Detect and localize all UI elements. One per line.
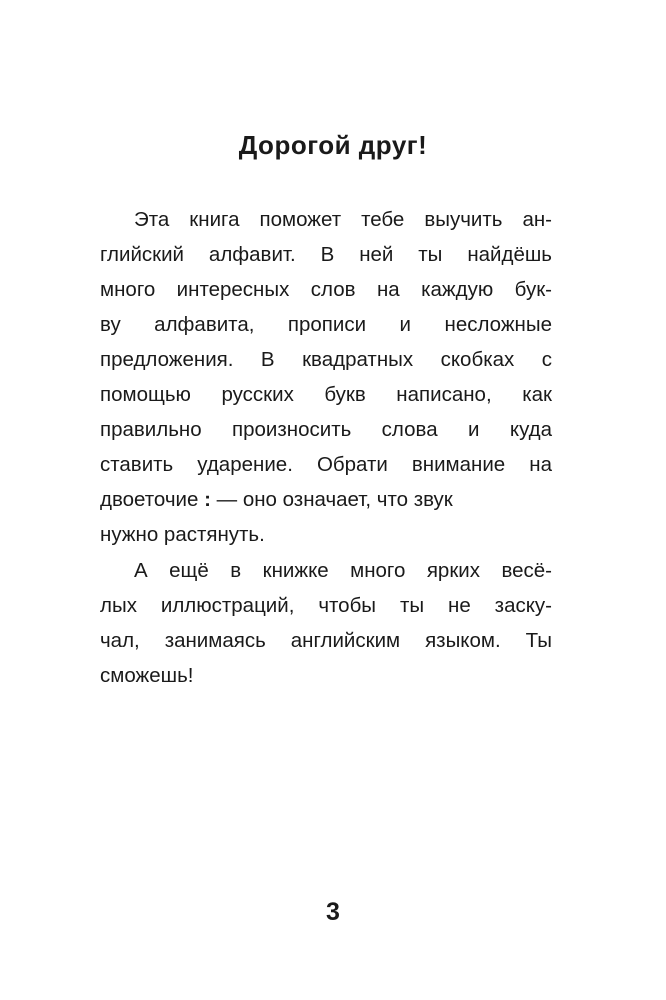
colon-symbol: : (204, 488, 211, 511)
text-segment: двоеточие (100, 488, 205, 511)
page-number: 3 (326, 898, 340, 926)
text-line: помощью русских букв написано, как (100, 383, 552, 406)
text-segment: — оно означает, что звук (210, 488, 453, 511)
text-line: чал, занимаясь английским языком. Ты (100, 629, 552, 652)
text-line: много интересных слов на каждую бук- (100, 278, 552, 301)
text-line: сможешь! (100, 664, 194, 687)
text-line: Эта книга поможет тебе выучить ан- (134, 208, 552, 231)
text-line: ставить ударение. Обрати внимание на (100, 453, 552, 476)
text-line: нужно растянуть. (100, 523, 265, 546)
paragraph-illustrations (100, 553, 552, 693)
paragraph-intro (100, 202, 552, 552)
text-line: ву алфавита, прописи и несложные (100, 313, 552, 336)
text-line: правильно произносить слова и куда (100, 418, 552, 441)
page-title: Дорогой друг! (238, 130, 428, 160)
text-line: глийский алфавит. В ней ты найдёшь (100, 243, 552, 266)
text-line: лых иллюстраций, чтобы ты не заску- (100, 594, 552, 617)
text-line-colon (100, 482, 552, 517)
text-line: А ещё в книжке много ярких весё- (134, 559, 552, 582)
text-line: предложения. В квадратных скобках с (100, 348, 552, 371)
